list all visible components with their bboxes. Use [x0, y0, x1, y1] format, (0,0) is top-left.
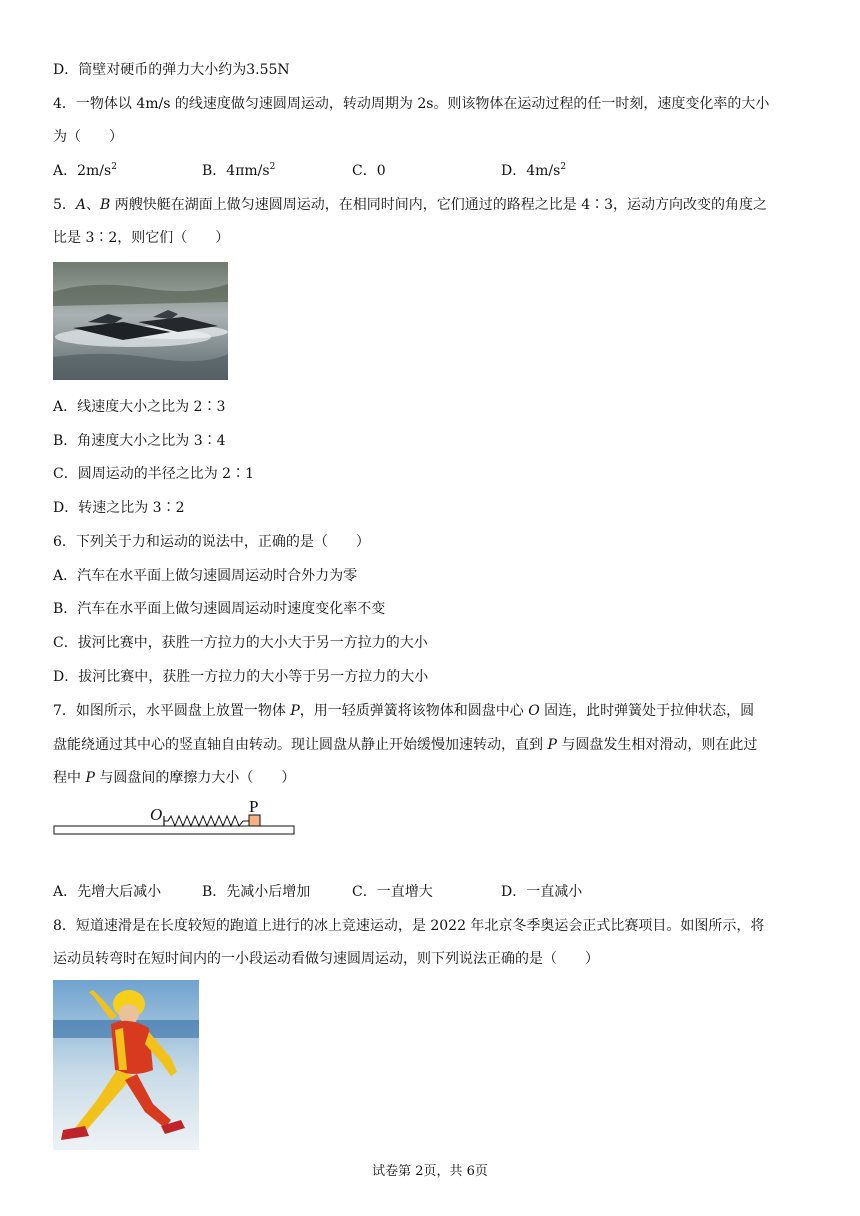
- label-o: O: [150, 805, 163, 824]
- q5-stem-line2: 比是 3∶2，则它们（ ）: [53, 230, 230, 246]
- q7-option-b[interactable]: B．先减小后增加: [202, 884, 311, 900]
- label-p: P: [249, 797, 259, 816]
- spring-disk-diagram: [53, 792, 298, 838]
- q8-stem-line2: 运动员转弯时在短时间内的一小段运动看做匀速圆周运动，则下列说法正确的是（ ）: [53, 951, 599, 967]
- speedboats-photo: [53, 262, 228, 380]
- speed-skater-photo: [53, 980, 199, 1150]
- q5-option-c[interactable]: C．圆周运动的半径之比为 2∶1: [53, 466, 254, 482]
- q6-option-b[interactable]: B．汽车在水平面上做匀速圆周运动时速度变化率不变: [53, 601, 386, 617]
- q6-option-c[interactable]: C．拔河比赛中，获胜一方拉力的大小大于另一方拉力的大小: [53, 635, 428, 651]
- q7-stem-line3: 程中 P 与圆盘间的摩擦力大小（ ）: [53, 770, 296, 786]
- q6-stem: 6．下列关于力和运动的说法中，正确的是（ ）: [53, 534, 370, 550]
- q6-option-d[interactable]: D．拔河比赛中，获胜一方拉力的大小等于另一方拉力的大小: [53, 669, 429, 685]
- q4-option-d[interactable]: D．$4m/s^2$: [501, 162, 567, 179]
- q4-stem-line1: 4．一物体以 4m/s 的线速度做匀速圆周运动，转动周期为 2s。则该物体在运动过程的任一时刻，速度变化率的大小: [53, 96, 770, 112]
- object-p: [249, 815, 260, 826]
- q5-option-a[interactable]: A．线速度大小之比为 2∶3: [53, 399, 226, 415]
- q8-stem-line1: 8．短道速滑是在长度较短的跑道上进行的冰上竞速运动，是 2022 年北京冬季奥运会正式比赛项目。如图所示，将: [53, 918, 765, 934]
- q5-option-d[interactable]: D．转速之比为 3∶2: [53, 500, 185, 516]
- q7-stem-line1: 7．如图所示，水平圆盘上放置一物体 P，用一轻质弹簧将该物体和圆盘中心 O 固连，此时弹簧处于拉伸状态，圆: [53, 703, 755, 719]
- q4-option-b[interactable]: B．$4\pi m/s^2$: [202, 162, 276, 179]
- q7-option-a[interactable]: A．先增大后减小: [53, 884, 162, 900]
- page-footer: 试卷第 2页，共 6页: [372, 1164, 488, 1179]
- q5-stem-line1: 5．A、B 两艘快艇在湖面上做匀速圆周运动，在相同时间内，它们通过的路程之比是 4∶3，运动方向改变的角度之: [53, 197, 768, 213]
- q4-stem-line2: 为（ ）: [53, 129, 123, 145]
- q7-option-c[interactable]: C．一直增大: [352, 884, 433, 900]
- q6-option-a[interactable]: A．汽车在水平面上做匀速圆周运动时合外力为零: [53, 568, 358, 584]
- spring: [164, 816, 249, 826]
- q7-stem-line2: 盘能绕通过其中心的竖直轴自由转动。现让圆盘从静止开始缓慢加速转动，直到 P 与圆盘发生相对滑动，则在此过: [53, 737, 758, 753]
- q5-option-b[interactable]: B．角速度大小之比为 3∶4: [53, 433, 226, 449]
- q3-option-d: D．筒壁对硬币的弹力大小约为3.55N: [53, 62, 290, 78]
- q4-option-c[interactable]: C．0: [352, 163, 386, 179]
- q4-option-a[interactable]: A．$2m/s^2$: [53, 162, 117, 179]
- q7-option-d[interactable]: D．一直减小: [501, 884, 583, 900]
